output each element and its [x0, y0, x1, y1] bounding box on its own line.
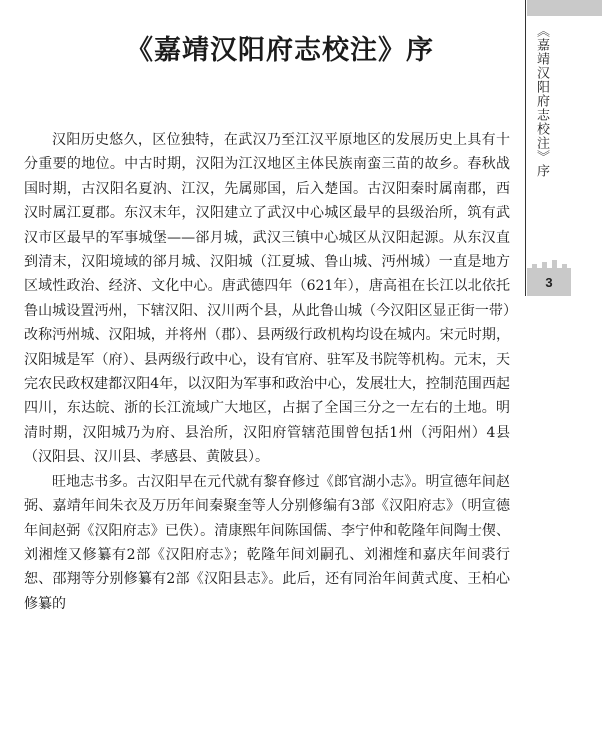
side-header-bar — [527, 0, 602, 16]
side-divider — [525, 0, 526, 296]
paragraph-1: 汉阳历史悠久，区位独特，在武汉乃至江汉平原地区的发展历史上具有十分重要的地位。中古时期，汉阳为江汉地区主体民族南蛮三苗的故乡。春秋战国时期，古汉阳名夏汭、江汉，先属郧国，后入楚国。古汉阳秦时属南郡，西汉时属江夏郡。东汉末年，汉阳建立了武汉中心城区最早的县级治所，筑有武汉市区最早的军事城堡——郤月城，武汉三镇中心城区从汉阳起源。从东汉直到清末，汉阳境域的郤月城、汉阳城（江夏城、鲁山城、沔州城）一直是地方区域性政治、经济、文化中心。唐武德四年（621年），唐高祖在长江以北依托鲁山城设置沔州，下辖汉阳、汉川两个县，从此鲁山城（今汉阳区显正街一带）改称沔州城、汉阳城，并将州（郡）、县两级行政机构均设在城内。宋元时期，汉阳城是军（府）、县两级行政中心，设有官府、驻军及书院等机构。元末，天完农民政权建都汉阳4年，以汉阳为军事和政治中心，发展壮大，控制范围西起四川，东达皖、浙的长江流域广大地区，占据了全国三分之一左右的土地。明清时期，汉阳城乃为府、县治所，汉阳府管辖范围曾包括1州（沔阳州）4县（汉阳县、汉川县、孝感县、黄陂县）。 — [24, 132, 510, 466]
body-text — [24, 128, 510, 616]
paragraph-2: 旺地志书多。古汉阳早在元代就有黎眘修过《郎官湖小志》。明宣德年间赵弼、嘉靖年间朱衣及万历年间秦聚奎等人分别修编有3部《汉阳府志》（明宣德年间赵弼《汉阳府志》已佚）。清康熙年间陈国儒、李宁仲和乾隆年间陶士偰、刘湘煃又修纂有2部《汉阳府志》；乾隆年间刘嗣孔、刘湘煃和嘉庆年间裘行恕、邵翔等分别修纂有2部《汉阳县志》。此后，还有同治年间黄式度、王柏心修纂的 — [24, 473, 510, 612]
page-number: 3 — [527, 268, 571, 296]
running-title: 《嘉靖汉阳府志校注》序 — [534, 24, 549, 178]
page-title: 《嘉靖汉阳府志校注》序 — [126, 35, 434, 66]
